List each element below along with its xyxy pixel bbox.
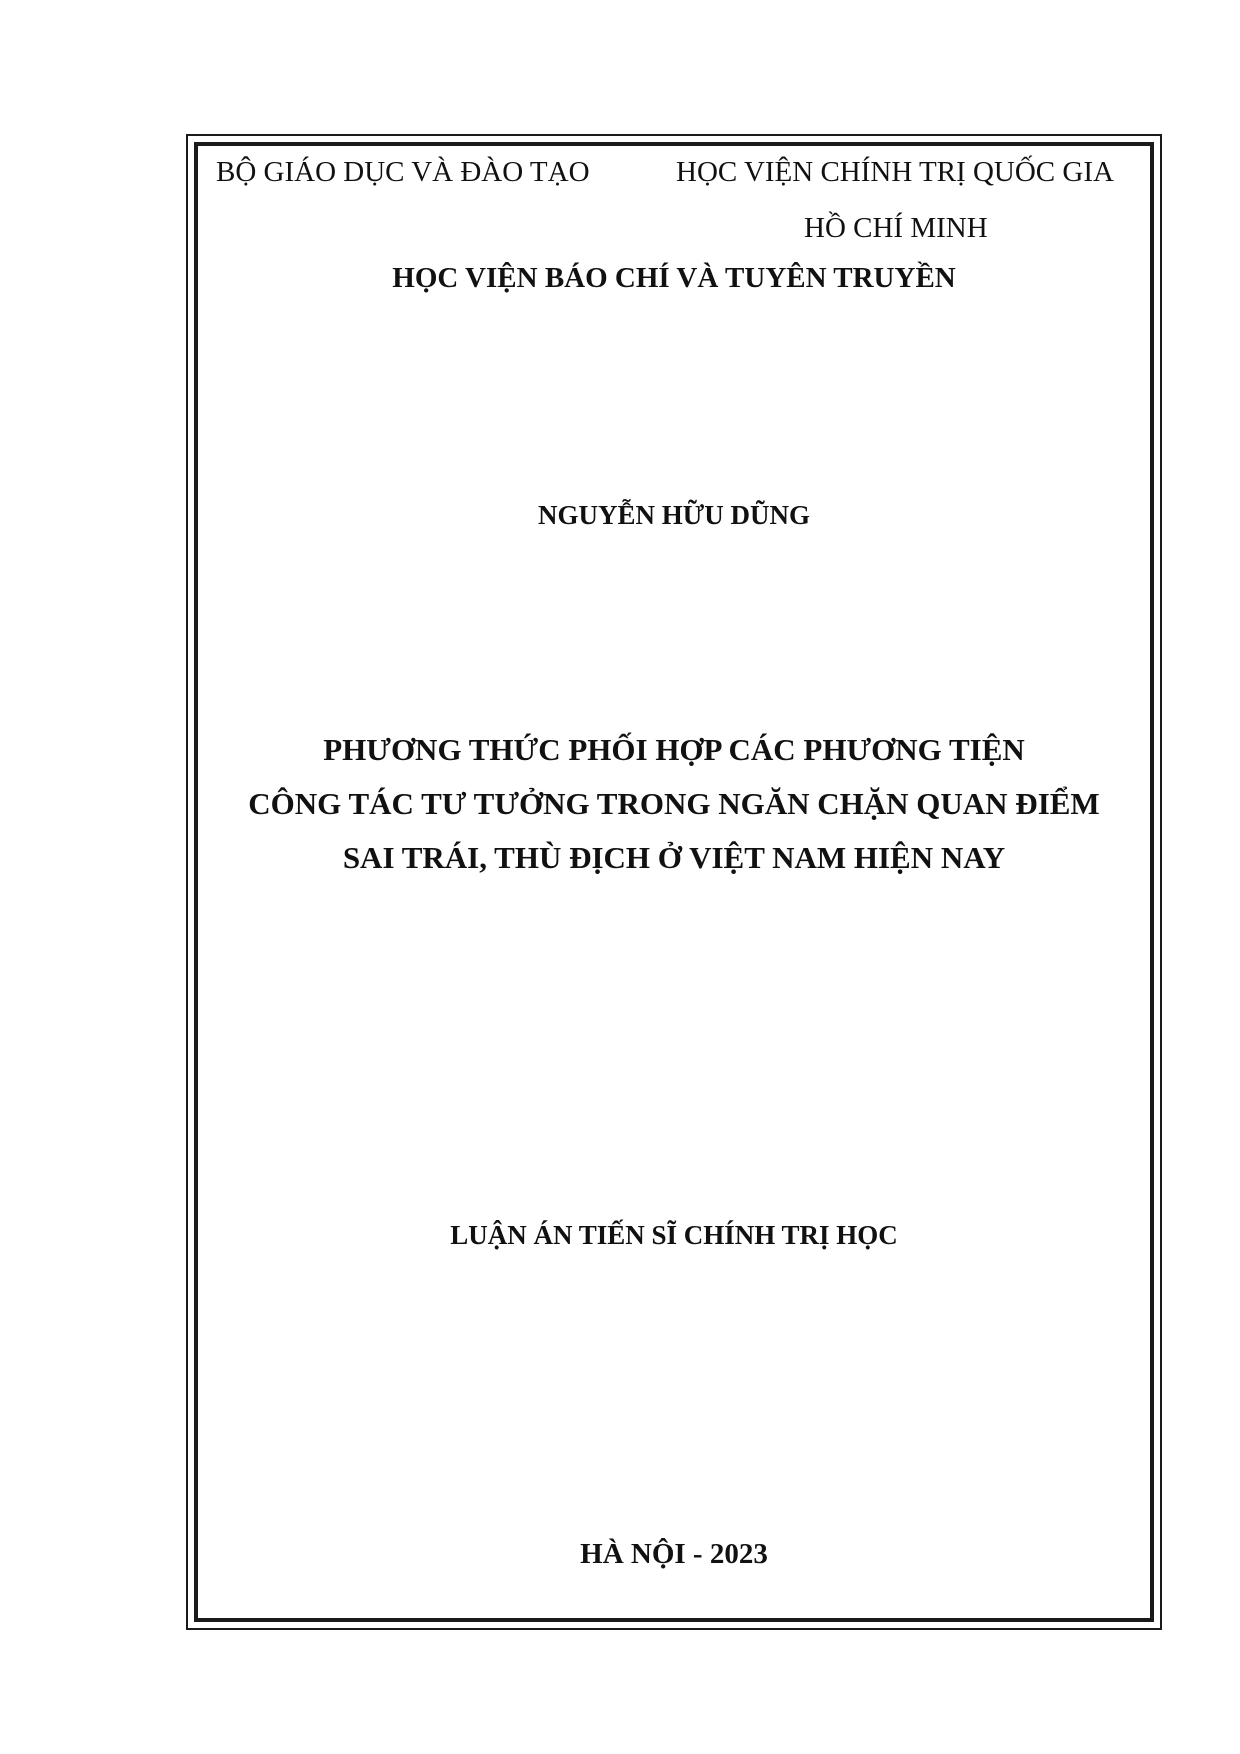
thesis-title-line2: CÔNG TÁC TƯ TƯỞNG TRONG NGĂN CHẶN QUAN ĐIỂM (248, 786, 1100, 821)
academy-name-line1: HỌC VIỆN CHÍNH TRỊ QUỐC GIA (676, 156, 1114, 188)
degree-type: LUẬN ÁN TIẾN SĨ CHÍNH TRỊ HỌC (450, 1220, 898, 1250)
page-border-inner (194, 142, 1154, 1622)
ministry-name: BỘ GIÁO DỤC VÀ ĐÀO TẠO (216, 156, 590, 188)
school-name: HỌC VIỆN BÁO CHÍ VÀ TUYÊN TRUYỀN (392, 262, 956, 294)
author-name: NGUYỄN HỮU DŨNG (538, 500, 810, 530)
thesis-title-line1: PHƯƠNG THỨC PHỐI HỢP CÁC PHƯƠNG TIỆN (323, 732, 1025, 767)
place-and-year: HÀ NỘI - 2023 (580, 1538, 768, 1570)
academy-name-line2: HỒ CHÍ MINH (804, 212, 988, 244)
thesis-title-line3: SAI TRÁI, THÙ ĐỊCH Ở VIỆT NAM HIỆN NAY (342, 840, 1006, 875)
